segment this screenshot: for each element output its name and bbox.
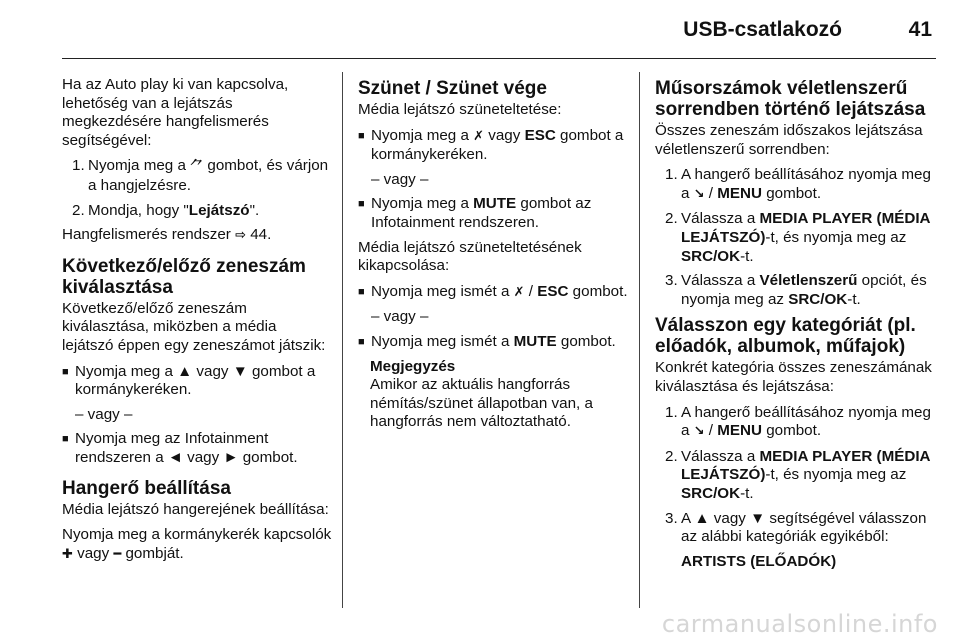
volume-instruction: Nyomja meg a kormánykerék kapcsolók ✚ vagy ━ gombját. [62,526,332,562]
heading-pause: Szünet / Szünet vége [358,78,547,99]
down-arrow-icon: ▼ [750,509,766,527]
bullet-resume-steering: ■ Nyomja meg ismét a ✗ / ESC gombot. [358,283,630,303]
voice-reference[interactable]: Hangfelismerés rendszer ⇨ 44. [62,226,272,244]
note-text: Amikor az aktuális hangforrás némítás/szünet állapotban van, a hangforrás nem változtatható. [370,376,593,431]
category-steps [655,404,940,572]
random-text: Összes zeneszám időszakos lejátszása véletlenszerű sorrendben: [655,122,923,158]
bullet-infotainment: ■ Nyomja meg az Infotainment rendszeren a ◄ vagy ► gombot. [62,430,332,467]
next-prev-bullets [62,363,332,400]
heading-random: Műsorszámok véletlenszerű sorrendben történő lejátszása [655,78,926,120]
column-3 [655,76,940,577]
header-rule [62,58,936,59]
up-arrow-icon: ▲ [177,362,193,380]
category-step-2: 2. Válassza a MEDIA PLAYER (MÉDIA LEJÁTSZÓ)-t, és nyomja meg az SRC/OK-t. [665,447,930,502]
heading-category: Válasszon egy kategóriát (pl. előadók, albumok, műfajok) [655,315,916,358]
resume-text: Média lejátszó szüneteltetésének kikapcsolása: [358,238,582,275]
page-ref-arrow-icon: ⇨ [235,228,246,244]
voice-steps [62,157,332,220]
bullet-steering: ■ Nyomja meg a ▲ vagy ▼ gombot a kormánykeréken. [62,363,332,400]
page-title: USB-csatlakozó [683,18,842,41]
volume-text: Média lejátszó hangerejének beállítása: [62,500,329,518]
autoplay-intro: Ha az Auto play ki van kapcsolva, lehetőség van a lejátszás megkezdésére hangfelismerés segítségével: [62,76,289,149]
right-arrow-icon: ► [223,448,239,466]
minus-icon: ━ [113,546,122,562]
column-divider-1 [342,72,343,608]
up-arrow-icon: ▲ [694,509,710,527]
category-step-1: 1. A hangerő beállításához nyomja meg a ↘ / MENU gombot. [665,403,931,440]
random-step-3: 3. Válassza a Véletlenszerű opciót, és nyomja meg az SRC/OK-t. [665,272,927,308]
note-heading: Megjegyzés [370,357,456,375]
column-divider-2 [639,72,640,608]
voice-step-2: 2. Mondja, hogy "Lejátszó". [72,201,260,219]
voice-step-1: 1. Nyomja meg a ⺈ gombot, és várjon a hangjelzésre. [72,157,329,194]
mute-icon: ✗ [513,284,525,300]
menu-arrow-icon: ↘ [693,186,705,202]
or-separator: – vagy – [371,170,429,188]
random-step-2: 2. Válassza a MEDIA PLAYER (MÉDIA LEJÁTSZÓ)-t, és nyomja meg az SRC/OK-t. [665,210,930,265]
random-steps [655,166,940,309]
page-header [0,0,960,60]
category-artists: ARTISTS (ELŐADÓK) [681,552,837,570]
left-arrow-icon: ◄ [167,448,183,466]
bullet-pause-mute: ■ Nyomja meg a MUTE gombot az Infotainment rendszeren. [358,195,630,232]
bullet-resume-mute: ■ Nyomja meg ismét a MUTE gombot. [358,333,630,352]
column-1 [62,76,332,571]
random-step-1: 1. A hangerő beállításához nyomja meg a ↘ / MENU gombot. [665,166,931,202]
plus-icon: ✚ [62,546,73,562]
or-separator: – vagy – [371,308,429,326]
down-arrow-icon: ▼ [232,362,248,380]
or-separator: – vagy – [75,405,133,423]
category-text: Konkrét kategória összes zeneszámának kiválasztása és lejátszása: [655,359,932,395]
pause-text: Média lejátszó szüneteltetése: [358,101,562,118]
next-prev-text: Következő/előző zeneszám kiválasztása, miközben a média lejátszó éppen egy zeneszámot játszik: [62,299,326,354]
category-step-3: 3. A ▲ vagy ▼ segítségével válasszon az alábbi kategóriák egyikéből: ARTISTS (ELŐADÓK) [665,509,927,570]
heading-volume: Hangerő beállítása [62,477,231,499]
page-number: 41 [908,18,932,41]
menu-arrow-icon: ↘ [693,424,705,440]
mute-icon: ✗ [473,128,485,144]
column-2 [358,76,630,432]
heading-next-prev: Következő/előző zeneszám kiválasztása [62,255,306,298]
bullet-pause-steering: ■ Nyomja meg a ✗ vagy ESC gombot a kormánykeréken. [358,127,630,165]
voice-icon: ⺈ [190,159,204,175]
watermark: carmanualsonline.info [661,610,938,638]
